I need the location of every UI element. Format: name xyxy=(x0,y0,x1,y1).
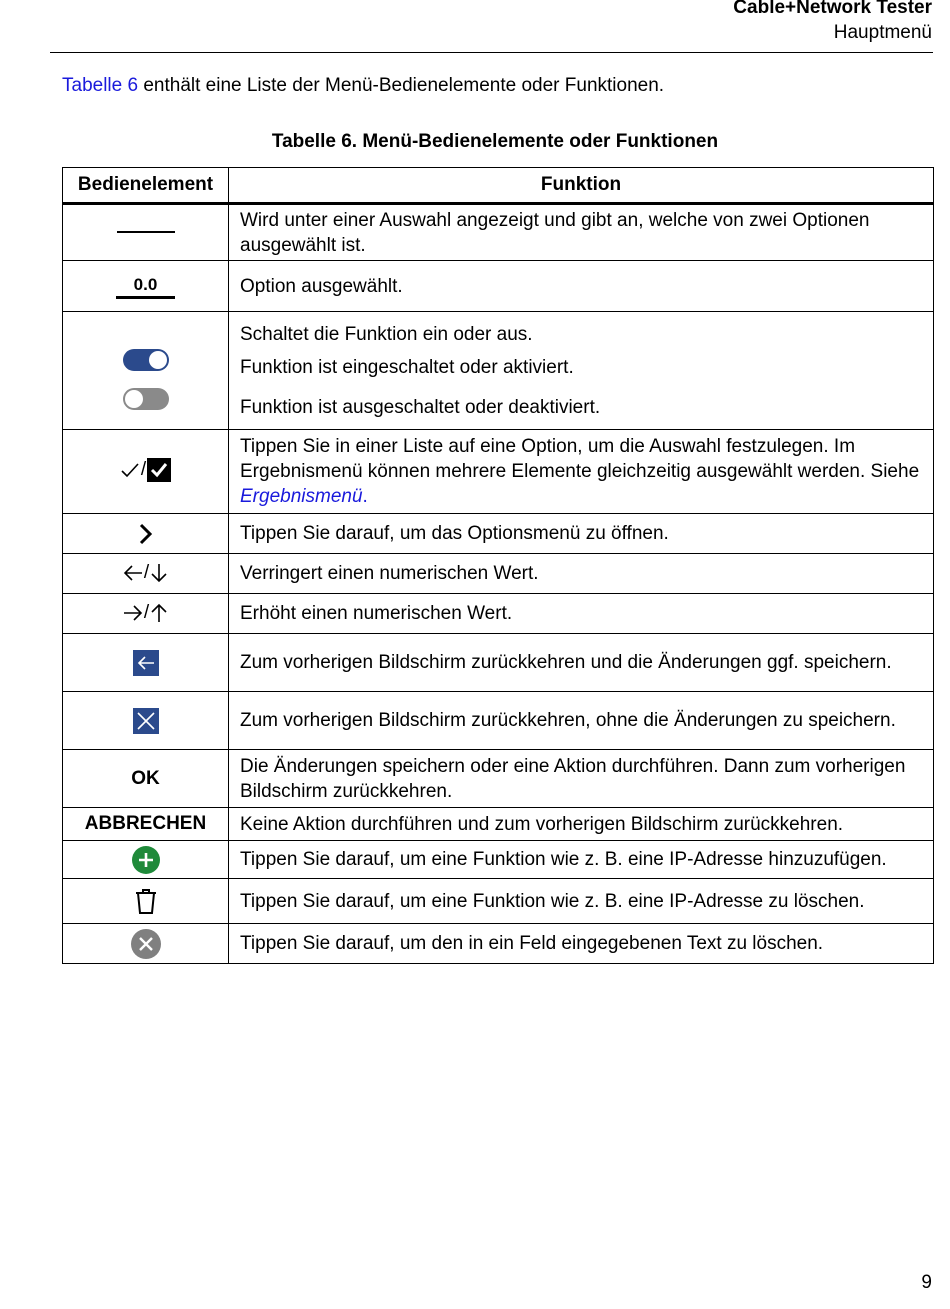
cancel-label: ABBRECHEN xyxy=(63,808,229,841)
results-menu-link[interactable]: Ergebnismenü xyxy=(240,486,363,507)
table-row xyxy=(63,879,934,924)
table-row xyxy=(63,808,934,841)
function-cell: Die Änderungen speichern oder eine Aktion durchführen. Dann zum vorherigen Bildschirm zurückkehren. xyxy=(229,750,934,808)
toggle-on-description: Funktion ist eingeschaltet oder aktiviert. xyxy=(240,356,574,378)
table-row xyxy=(63,634,934,692)
table-row xyxy=(63,750,934,808)
function-cell: Tippen Sie darauf, um das Optionsmenü zu öffnen. xyxy=(229,514,934,554)
intro-paragraph xyxy=(62,75,664,97)
control-cell xyxy=(63,554,229,594)
header-rule xyxy=(50,52,933,53)
icon-separator: / xyxy=(143,562,150,584)
ok-label: OK xyxy=(63,750,229,808)
table-row xyxy=(63,554,934,594)
function-cell: Zum vorherigen Bildschirm zurückkehren und die Änderungen ggf. speichern. xyxy=(229,634,934,692)
controls-table xyxy=(62,167,934,964)
selected-option-underline: 0.0 xyxy=(116,276,176,299)
back-arrow-box-icon xyxy=(133,650,159,676)
table-reference-link[interactable]: Tabelle 6 xyxy=(62,75,139,96)
checkmark-icon xyxy=(120,460,140,480)
control-cell xyxy=(63,924,229,964)
control-cell xyxy=(63,312,229,430)
link-suffix: . xyxy=(362,486,368,507)
function-cell: Tippen Sie darauf, um den in ein Feld eingegebenen Text zu löschen. xyxy=(229,924,934,964)
arrow-right-icon xyxy=(122,603,144,623)
table-row xyxy=(63,841,934,879)
control-cell xyxy=(63,204,229,261)
control-cell xyxy=(63,430,229,514)
function-cell: Tippen Sie darauf, um eine Funktion wie z. B. eine IP-Adresse hinzuzufügen. xyxy=(229,841,934,879)
table-header-row xyxy=(63,168,934,204)
control-cell xyxy=(63,514,229,554)
function-cell: Option ausgewählt. xyxy=(229,261,934,312)
control-cell xyxy=(63,634,229,692)
table-row xyxy=(63,692,934,750)
header-subtitle: Hauptmenü xyxy=(833,22,932,43)
intro-text: enthält eine Liste der Menü-Bedienelemente oder Funktionen. xyxy=(138,75,665,96)
table-row xyxy=(63,514,934,554)
column-header-control: Bedienelement xyxy=(63,168,229,204)
control-cell xyxy=(63,261,229,312)
table-row xyxy=(63,312,934,430)
toggle-off-description: Funktion ist ausgeschaltet oder deaktiviert. xyxy=(240,396,601,418)
table-row xyxy=(63,594,934,634)
trash-icon xyxy=(134,887,158,915)
clear-circle-icon xyxy=(131,929,161,959)
page-number: 9 xyxy=(921,1272,932,1293)
table-row xyxy=(63,924,934,964)
function-cell xyxy=(229,312,934,430)
close-box-icon xyxy=(133,708,159,734)
function-cell: Wird unter einer Auswahl angezeigt und gibt an, welche von zwei Optionen ausgewählt ist. xyxy=(229,204,934,261)
icon-separator: / xyxy=(140,458,147,480)
function-cell: Zum vorherigen Bildschirm zurückkehren, ohne die Änderungen zu speichern. xyxy=(229,692,934,750)
function-text: Tippen Sie in einer Liste auf eine Option, um die Auswahl festzulegen. Im Ergebnismenü können mehrere Elemente gleichzeitig ausgewählt werden. Siehe xyxy=(240,436,920,482)
add-circle-icon xyxy=(132,846,160,874)
function-cell: Verringert einen numerischen Wert. xyxy=(229,554,934,594)
checked-box-icon xyxy=(147,458,171,482)
icon-separator: / xyxy=(143,602,150,624)
control-cell xyxy=(63,692,229,750)
function-cell: Tippen Sie darauf, um eine Funktion wie z. B. eine IP-Adresse zu löschen. xyxy=(229,879,934,924)
toggle-off-icon xyxy=(123,388,169,410)
arrow-down-icon xyxy=(149,562,169,584)
control-cell xyxy=(63,594,229,634)
function-cell: Keine Aktion durchführen und zum vorherigen Bildschirm zurückkehren. xyxy=(229,808,934,841)
arrow-up-icon xyxy=(149,602,169,624)
arrow-left-icon xyxy=(122,563,144,583)
control-cell xyxy=(63,879,229,924)
toggle-on-icon xyxy=(123,349,169,371)
table-row xyxy=(63,430,934,514)
table-row xyxy=(63,204,934,261)
header-title: Cable+Network Tester xyxy=(733,0,932,18)
function-cell: Erhöht einen numerischen Wert. xyxy=(229,594,934,634)
control-cell xyxy=(63,841,229,879)
underline-icon xyxy=(117,231,175,233)
function-cell xyxy=(229,430,934,514)
chevron-right-icon xyxy=(136,522,156,546)
table-row xyxy=(63,261,934,312)
column-header-function: Funktion xyxy=(229,168,934,204)
table-caption: Tabelle 6. Menü-Bedienelemente oder Funktionen xyxy=(271,131,719,152)
toggle-description: Schaltet die Funktion ein oder aus. xyxy=(240,323,533,345)
